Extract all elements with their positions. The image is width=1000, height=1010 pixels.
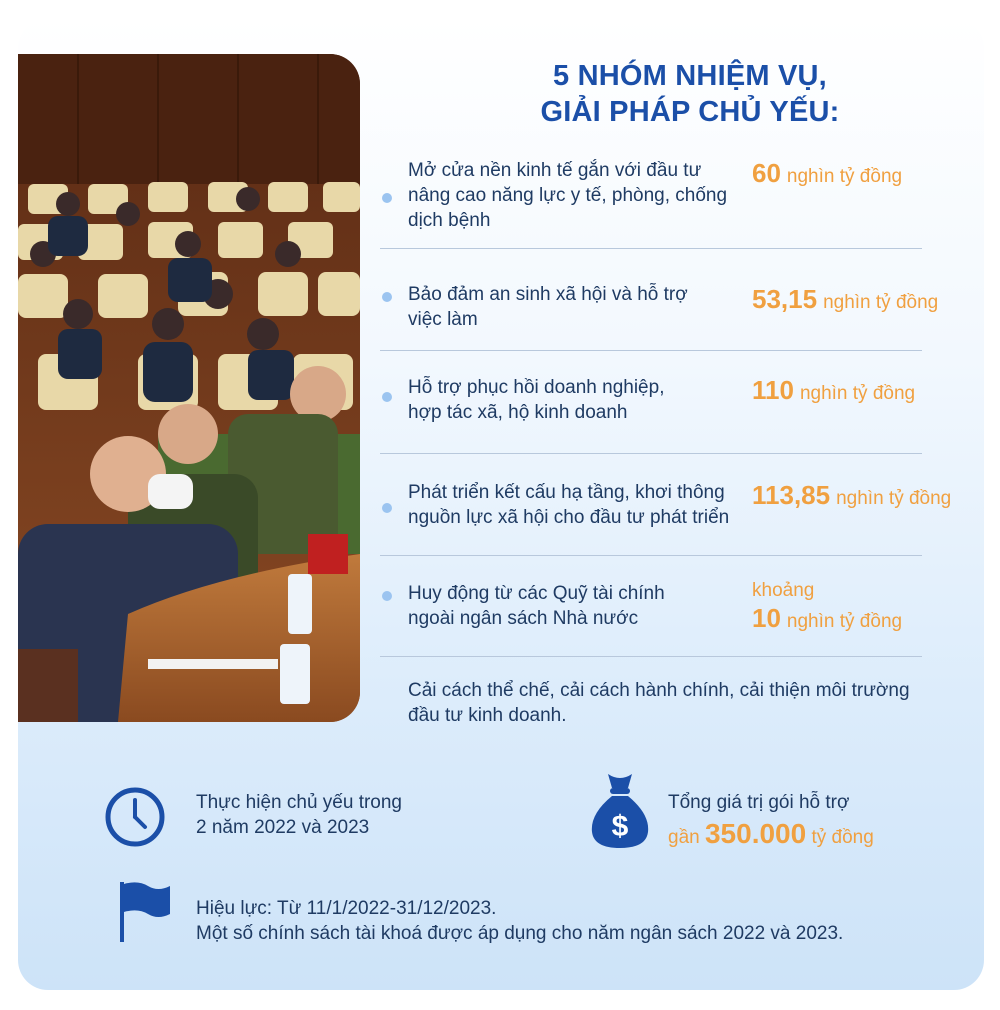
task-text-line: Bảo đảm an sinh xã hội và hỗ trợ bbox=[408, 284, 688, 305]
task-text-line: ngoài ngân sách Nhà nước bbox=[408, 608, 639, 629]
task-text-line: Huy động từ các Quỹ tài chính bbox=[408, 583, 665, 604]
amount-value: 60 bbox=[752, 158, 781, 188]
amount-unit: nghìn tỷ đồng bbox=[786, 166, 903, 187]
task-text-line: nguồn lực xã hội cho đầu tư phát triển bbox=[408, 507, 730, 528]
total-unit: tỷ đồng bbox=[811, 827, 874, 848]
bullet-icon bbox=[382, 503, 392, 513]
task-text-line: Hỗ trợ phục hồi doanh nghiệp, bbox=[408, 377, 665, 398]
money-bag-icon bbox=[588, 770, 652, 855]
task-item-health bbox=[380, 158, 922, 238]
validity-text bbox=[196, 896, 843, 946]
bullet-icon bbox=[382, 392, 392, 402]
divider bbox=[380, 555, 922, 556]
task-amount bbox=[752, 480, 951, 511]
svg-text:$: $ bbox=[611, 810, 629, 843]
bullet-icon bbox=[382, 193, 392, 203]
timeline-line: Thực hiện chủ yếu trong bbox=[196, 792, 403, 813]
total-amount: 350.000 bbox=[704, 818, 807, 849]
timeline-line: 2 năm 2022 và 2023 bbox=[196, 817, 370, 838]
task-amount bbox=[752, 579, 902, 634]
task-item-business-recovery bbox=[380, 375, 922, 427]
validity-note: Một số chính sách tài khoá được áp dụng cho năm ngân sách 2022 và 2023. bbox=[196, 923, 844, 944]
bullet-icon bbox=[382, 591, 392, 601]
divider bbox=[380, 453, 922, 454]
divider bbox=[380, 350, 922, 351]
reform-line: đầu tư kinh doanh. bbox=[408, 705, 567, 726]
task-text-line: nâng cao năng lực y tế, phòng, chống bbox=[408, 185, 728, 206]
page-title bbox=[520, 58, 860, 130]
task-text-line: việc làm bbox=[408, 309, 478, 330]
timeline-text bbox=[196, 790, 402, 840]
amount-prefix: khoảng bbox=[752, 580, 815, 601]
amount-value: 110 bbox=[752, 375, 794, 405]
bullet-icon bbox=[382, 292, 392, 302]
task-text-line: hợp tác xã, hộ kinh doanh bbox=[408, 402, 628, 423]
amount-unit: nghìn tỷ đồng bbox=[799, 383, 916, 404]
task-item-infrastructure bbox=[380, 480, 952, 532]
task-item-off-budget-funds bbox=[380, 581, 922, 641]
amount-unit: nghìn tỷ đồng bbox=[786, 611, 903, 632]
reform-text bbox=[408, 678, 928, 728]
clock-icon bbox=[104, 786, 166, 853]
task-amount bbox=[752, 284, 938, 315]
total-label: Tổng giá trị gói hỗ trợ bbox=[668, 792, 850, 813]
task-text-line: Phát triển kết cấu hạ tầng, khơi thông bbox=[408, 482, 725, 503]
amount-unit: nghìn tỷ đồng bbox=[823, 292, 939, 313]
validity-period: Từ 11/1/2022-31/12/2023. bbox=[277, 898, 497, 919]
amount-value: 10 bbox=[752, 603, 781, 633]
total-prefix: gần bbox=[668, 827, 700, 848]
amount-value: 53,15 bbox=[752, 284, 818, 314]
task-text-line: Mở cửa nền kinh tế gắn với đầu tư bbox=[408, 160, 702, 181]
amount-value: 113,85 bbox=[752, 480, 831, 510]
task-text bbox=[408, 158, 727, 233]
parliament-photo bbox=[18, 54, 360, 722]
task-text-line: dịch bệnh bbox=[408, 210, 491, 231]
divider bbox=[380, 656, 922, 657]
title-line-2: GIẢI PHÁP CHỦ YẾU: bbox=[540, 96, 840, 128]
task-text bbox=[408, 480, 729, 530]
task-text bbox=[408, 375, 664, 425]
task-text bbox=[408, 581, 665, 631]
title-line-1: 5 NHÓM NHIỆM VỤ, bbox=[553, 60, 827, 92]
task-amount bbox=[752, 375, 915, 406]
task-text bbox=[408, 282, 688, 332]
total-package bbox=[668, 790, 874, 850]
validity-label: Hiệu lực: bbox=[196, 898, 273, 919]
flag-icon bbox=[118, 880, 172, 949]
amount-unit: nghìn tỷ đồng bbox=[836, 488, 952, 509]
task-item-social-security bbox=[380, 282, 939, 334]
task-amount bbox=[752, 158, 902, 189]
reform-line: Cải cách thể chế, cải cách hành chính, cải thiện môi trường bbox=[408, 680, 910, 701]
divider bbox=[380, 248, 922, 249]
